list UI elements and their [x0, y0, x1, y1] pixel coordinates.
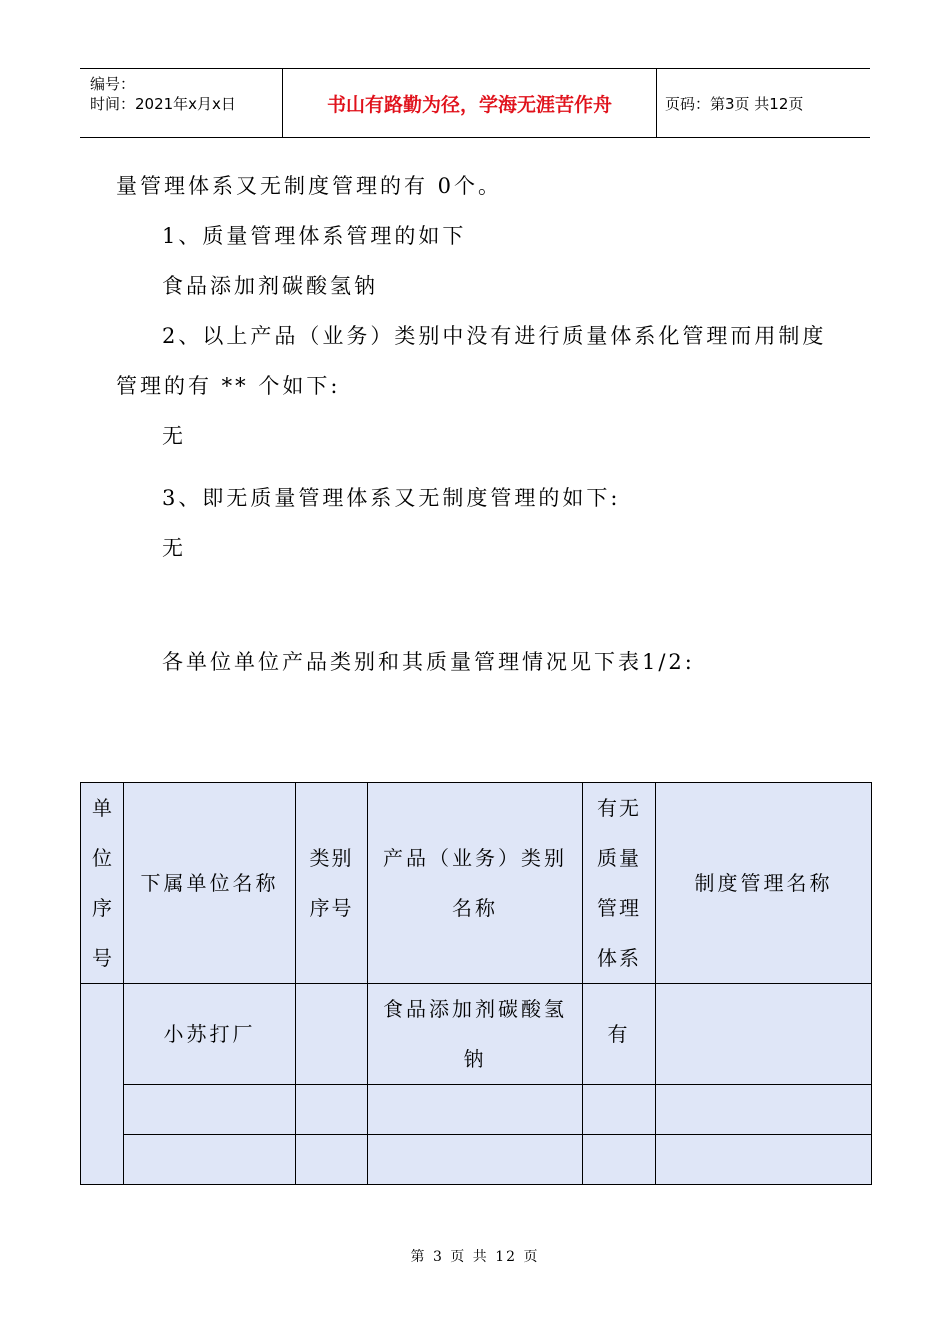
body-line-7: 3、即无质量管理体系又无制度管理的如下: [162, 486, 621, 510]
body-line-8: 无 [162, 536, 186, 560]
cell-has-qms [583, 1135, 656, 1185]
th-product-category: 产品（业务）类别名称 [368, 783, 583, 984]
cell-sub-unit [124, 1085, 296, 1135]
cell-category-seq [296, 984, 368, 1085]
header-meta [80, 69, 282, 137]
th-category-seq: 类别序号 [296, 783, 368, 984]
table-row [81, 984, 872, 1085]
body-line-2: 1、质量管理体系管理的如下 [162, 224, 467, 248]
th-has-qms: 有无质量管理体系 [583, 783, 656, 984]
cell-sub-unit [124, 1135, 296, 1185]
th-sub-unit: 下属单位名称 [124, 783, 296, 984]
table-header-row [81, 783, 872, 984]
header-page-info: 页码：第3页 共12页 [665, 94, 804, 113]
body-line-5: 管理的有 ** 个如下: [116, 374, 341, 398]
header-motto: 书山有路勤为径，学海无涯苦作舟 [282, 69, 657, 137]
body-line-3: 食品添加剂碳酸氢钠 [162, 274, 378, 298]
cell-product-category [368, 1085, 583, 1135]
cell-sub-unit: 小苏打厂 [124, 984, 296, 1085]
cell-system-name [656, 1085, 872, 1135]
cell-category-seq [296, 1085, 368, 1135]
th-unit-seq: 单位序号 [81, 783, 124, 984]
th-system-name: 制度管理名称 [656, 783, 872, 984]
header-time: 时间：2021年x月x日 [90, 95, 236, 113]
header-number: 编号： [90, 75, 136, 93]
cell-has-qms: 有 [583, 984, 656, 1085]
quality-table [80, 782, 872, 1185]
page-footer: 第 3 页 共 12 页 [410, 1249, 540, 1265]
cell-product-category: 食品添加剂碳酸氢钠 [368, 984, 583, 1085]
body-line-4: 2、以上产品（业务）类别中没有进行质量体系化管理而用制度 [162, 324, 827, 348]
cell-system-name [656, 984, 872, 1085]
table-row [81, 1085, 872, 1135]
table-row [81, 1135, 872, 1185]
page-header [80, 68, 870, 138]
unit-seq-cell [81, 984, 124, 1185]
body-line-6: 无 [162, 424, 186, 448]
cell-category-seq [296, 1135, 368, 1185]
cell-system-name [656, 1135, 872, 1185]
body-line-9: 各单位单位产品类别和其质量管理情况见下表1/2: [162, 650, 695, 674]
cell-product-category [368, 1135, 583, 1185]
body-line-1: 量管理体系又无制度管理的有 0个。 [116, 174, 503, 198]
cell-has-qms [583, 1085, 656, 1135]
